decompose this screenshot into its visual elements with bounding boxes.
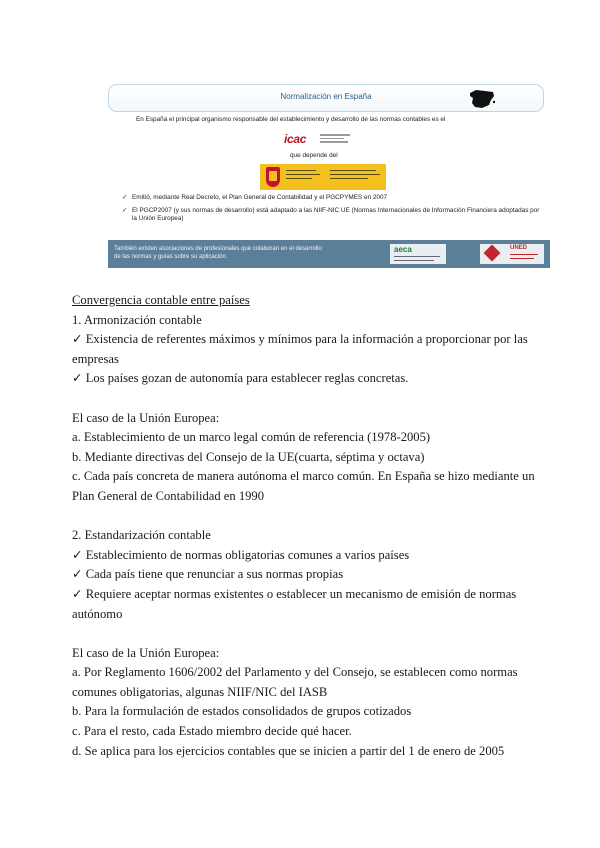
check-icon: ✓: [122, 207, 128, 214]
list-item: c. Para el resto, cada Estado miembro decide qué hacer.: [72, 724, 352, 739]
slide-bullets: [122, 194, 542, 228]
section-title: El caso de la Unión Europea:: [72, 410, 220, 425]
coat-of-arms-icon: [266, 167, 280, 187]
document-body: [72, 291, 542, 761]
aeca-logo: aeca: [390, 244, 446, 264]
list-item: a. Establecimiento de un marco legal común de referencia (1978-2005): [72, 430, 431, 445]
list-item: a. Por Reglamento 1606/2002 del Parlamento y del Consejo, se establecen como normas comunes obligatorias, algunas NIIF/NIC del IASB: [72, 665, 518, 699]
ministry-logo: [260, 164, 386, 190]
list-item: b. Para la formulación de estados consolidados de grupos cotizados: [72, 704, 412, 719]
list-item: c. Cada país concreta de manera autónoma el marco común. En España se hizo mediante un Plan General de Contabilidad en 1990: [72, 469, 535, 503]
slide-header: [108, 84, 544, 112]
list-item: ✓ Los países gozan de autonomía para establecer reglas concretas.: [72, 371, 409, 386]
section-title: 2. Estandarización contable: [72, 528, 211, 543]
list-item: ✓ Requiere aceptar normas existentes o establecer un mecanismo de emisión de normas autónomo: [72, 586, 517, 621]
list-item: ✓ Cada país tiene que renunciar a sus normas propias: [72, 567, 344, 582]
section-title: El caso de la Unión Europea:: [72, 645, 220, 660]
slide-title: Normalización en España: [280, 92, 372, 101]
slide-bullet: ✓ Emitió, mediante Real Decreto, el Plan General de Contabilidad y el PGCPYMES en 2007: [122, 194, 388, 201]
icac-logo: [284, 132, 354, 146]
section-title: 1. Armonización contable: [72, 312, 202, 327]
check-icon: ✓: [122, 194, 128, 201]
slide-depends-text: que depende del: [290, 152, 338, 159]
list-item: b. Mediante directivas del Consejo de la UE(cuarta, séptima y octava): [72, 449, 425, 464]
list-item: d. Se aplica para los ejercicios contables que se inicien a partir del 1 de enero de 2005: [72, 743, 505, 758]
uned-logo: UNED: [480, 244, 544, 264]
embedded-slide: [108, 84, 550, 268]
slide-intro-text: En España el principal organismo responsable del establecimiento y desarrollo de las normas contables es el: [136, 116, 446, 123]
list-item: ✓ Existencia de referentes máximos y mínimos para la información a proporcionar por las empresas: [72, 332, 528, 366]
section-heading: Convergencia contable entre países: [72, 293, 250, 307]
icac-logo-subtitle: [320, 134, 352, 144]
slide-footer-text: También existen asociaciones de profesionales que colaboran en el desarrollo de las normas y guías sobre su aplicación.: [114, 246, 322, 260]
list-item: ✓ Establecimiento de normas obligatorias comunes a varios países: [72, 547, 410, 562]
slide-footer: [108, 240, 550, 268]
icac-logo-text: icac: [284, 132, 307, 146]
spain-map-icon: [467, 87, 497, 111]
slide-bullet: ✓ El PGCP2007 (y sus normas de desarrollo) está adaptado a las NIIF-NIC UE (Normas Internacionales de Información Financiera adoptadas por la Unión Europea): [122, 207, 540, 222]
